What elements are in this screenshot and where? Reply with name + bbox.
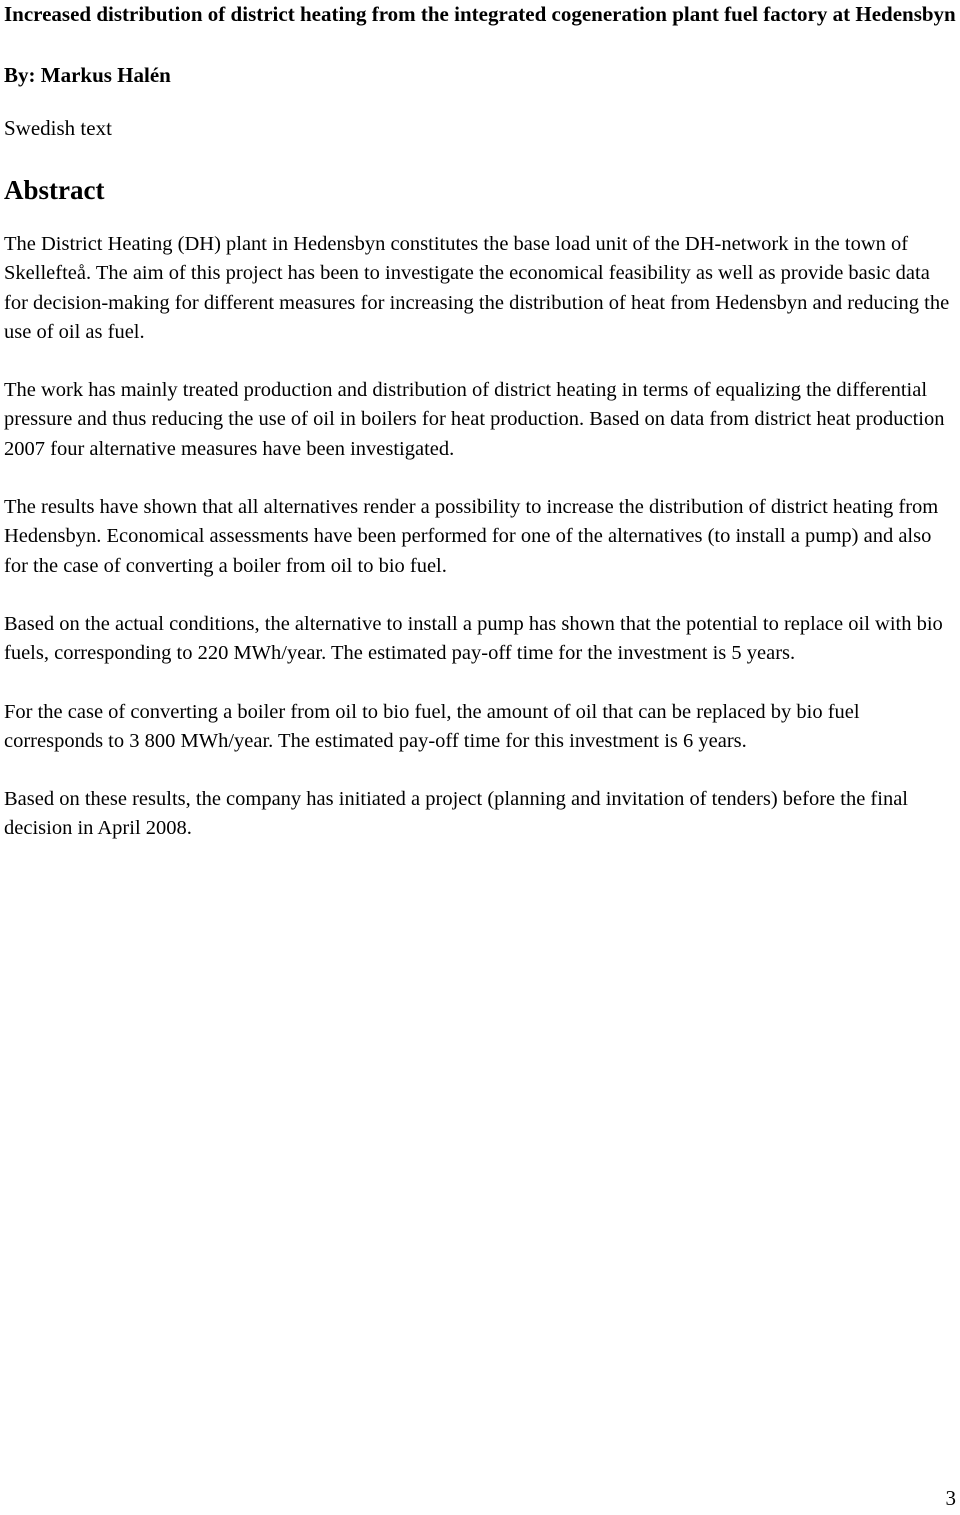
abstract-paragraph: Based on the actual conditions, the alternative to install a pump has shown that the potential to replace oil with bio fuels, corresponding to 220 MWh/year. The estimated pay-off time for the investment is 5 years.	[4, 612, 943, 665]
language-note: Swedish text	[4, 116, 112, 140]
abstract-heading: Abstract	[4, 175, 105, 205]
abstract-paragraph: The results have shown that all alternatives render a possibility to increase the distribution of district heating from Hedensbyn. Economical assessments have been performed for one of the alternatives (to install a pump) and also for the case of converting a boiler from oil to bio fuel.	[4, 496, 939, 577]
abstract-paragraph: The District Heating (DH) plant in Hedensbyn constitutes the base load unit of the DH-network in the town of Skellefteå. The aim of this project has been to investigate the economical feasibility as well as provide basic data for decision-making for different measures for increasing the distribution of heat from Hedensbyn and reducing the use of oil as fuel.	[4, 233, 950, 343]
author-line: By: Markus Halén	[4, 63, 171, 87]
page-number: 3	[945, 1486, 956, 1510]
document-title: Increased distribution of district heating from the integrated cogeneration plant fuel factory at Hedensbyn	[4, 2, 956, 26]
abstract-paragraph: Based on these results, the company has initiated a project (planning and invitation of tenders) before the final decision in April 2008.	[4, 788, 909, 840]
abstract-paragraph: The work has mainly treated production and distribution of district heating in terms of equalizing the differential pressure and thus reducing the use of oil in boilers for heat production. Based on data from district heat production 2007 four alternative measures have been investigated.	[4, 379, 945, 460]
document-page	[4, 0, 956, 844]
abstract-paragraph: For the case of converting a boiler from oil to bio fuel, the amount of oil that can be replaced by bio fuel corresponds to 3 800 MWh/year. The estimated pay-off time for this investment is 6 years.	[4, 700, 860, 752]
